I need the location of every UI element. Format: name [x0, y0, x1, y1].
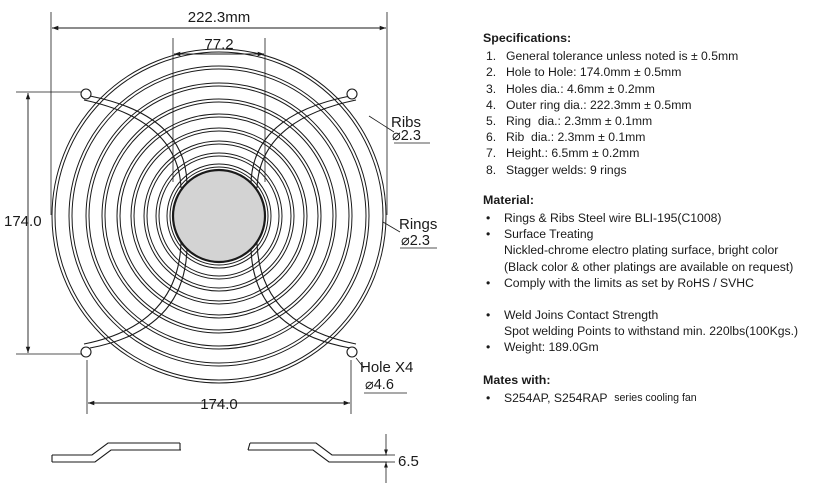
material-text: Weight: 189.0Gm — [504, 340, 599, 355]
material-item — [486, 226, 828, 275]
material-title: Material: — [483, 192, 534, 207]
spec-panel — [483, 30, 828, 406]
hole-dia-label: ⌀4.6 — [365, 377, 394, 393]
hole-label: Hole X4 — [360, 359, 414, 376]
mates-model: S254AP, S254RAP — [504, 390, 608, 405]
material-text: Surface Treating — [504, 227, 594, 242]
spec-item — [486, 129, 828, 145]
specifications-title: Specifications: — [483, 31, 572, 45]
spec-text: Stagger welds: 9 rings — [506, 162, 627, 177]
material-text: Spot welding Points to withstand min. 220lbs(100Kgs.) — [504, 324, 799, 339]
dim-outer-label: 222.3mm — [187, 9, 251, 26]
spec-item — [486, 97, 828, 113]
bullet: • — [486, 275, 491, 290]
dim-height-label: 174.0 — [4, 213, 42, 230]
bullet: • — [486, 211, 491, 226]
spec-text: Holes dia.: 4.6mm ± 0.2mm — [506, 81, 655, 96]
material-item — [486, 210, 828, 226]
bullet: • — [486, 308, 491, 323]
spec-text: Hole to Hole: 174.0mm ± 0.5mm — [506, 65, 682, 80]
side-height-label: 6.5 — [398, 453, 419, 470]
spec-text: General tolerance unless noted is ± 0.5mm — [506, 49, 739, 64]
spec-item — [486, 162, 828, 178]
material-item — [486, 339, 828, 355]
spec-num: 5. — [486, 114, 497, 129]
spec-num: 3. — [486, 81, 497, 96]
side-view — [52, 443, 387, 462]
spec-item — [486, 81, 828, 97]
side-view-dimension — [386, 434, 395, 483]
bullet: • — [486, 390, 491, 405]
mates-item — [486, 390, 828, 406]
rings-label: Rings — [399, 216, 438, 233]
bullet: • — [486, 227, 491, 242]
spec-item — [486, 48, 828, 64]
spec-text: Ring dia.: 2.3mm ± 0.1mm — [506, 114, 653, 129]
ribs-label: Ribs — [391, 114, 422, 131]
material-text: (Black color & other platings are available on request) — [504, 259, 794, 274]
material-text: Rings & Ribs Steel wire BLI-195(C1008) — [504, 211, 722, 226]
spec-num: 4. — [486, 97, 497, 112]
spec-text: Height.: 6.5mm ± 0.2mm — [506, 146, 640, 161]
spec-num: 1. — [486, 49, 497, 64]
material-text: Comply with the limits as set by RoHS / SVHC — [504, 275, 754, 290]
bullet: • — [486, 340, 491, 355]
rings-dia-label: ⌀2.3 — [401, 233, 430, 249]
spec-num: 2. — [486, 65, 497, 80]
leader-lines — [356, 116, 437, 393]
material-text: Weld Joins Contact Strength — [504, 308, 659, 323]
material-list — [483, 210, 828, 356]
ribs-dia-label: ⌀2.3 — [392, 128, 421, 144]
mates-suffix: series cooling fan — [614, 391, 697, 404]
specifications-list — [483, 48, 828, 178]
spec-num: 6. — [486, 130, 497, 145]
mates-list — [483, 390, 828, 406]
spec-text: Rib dia.: 2.3mm ± 0.1mm — [506, 130, 646, 145]
material-item — [486, 275, 828, 291]
material-item — [486, 307, 828, 339]
mates-title: Mates with: — [483, 372, 551, 387]
spec-item — [486, 145, 828, 161]
spec-item — [486, 64, 828, 80]
spec-num: 8. — [486, 162, 497, 177]
spec-item — [486, 113, 828, 129]
material-text: Nickled-chrome electro plating surface, bright color — [504, 243, 779, 258]
dim-bottom-label: 174.0 — [200, 396, 238, 413]
dim-center-label: 77.2 — [204, 36, 234, 53]
spec-num: 7. — [486, 146, 497, 161]
spec-text: Outer ring dia.: 222.3mm ± 0.5mm — [506, 97, 692, 112]
